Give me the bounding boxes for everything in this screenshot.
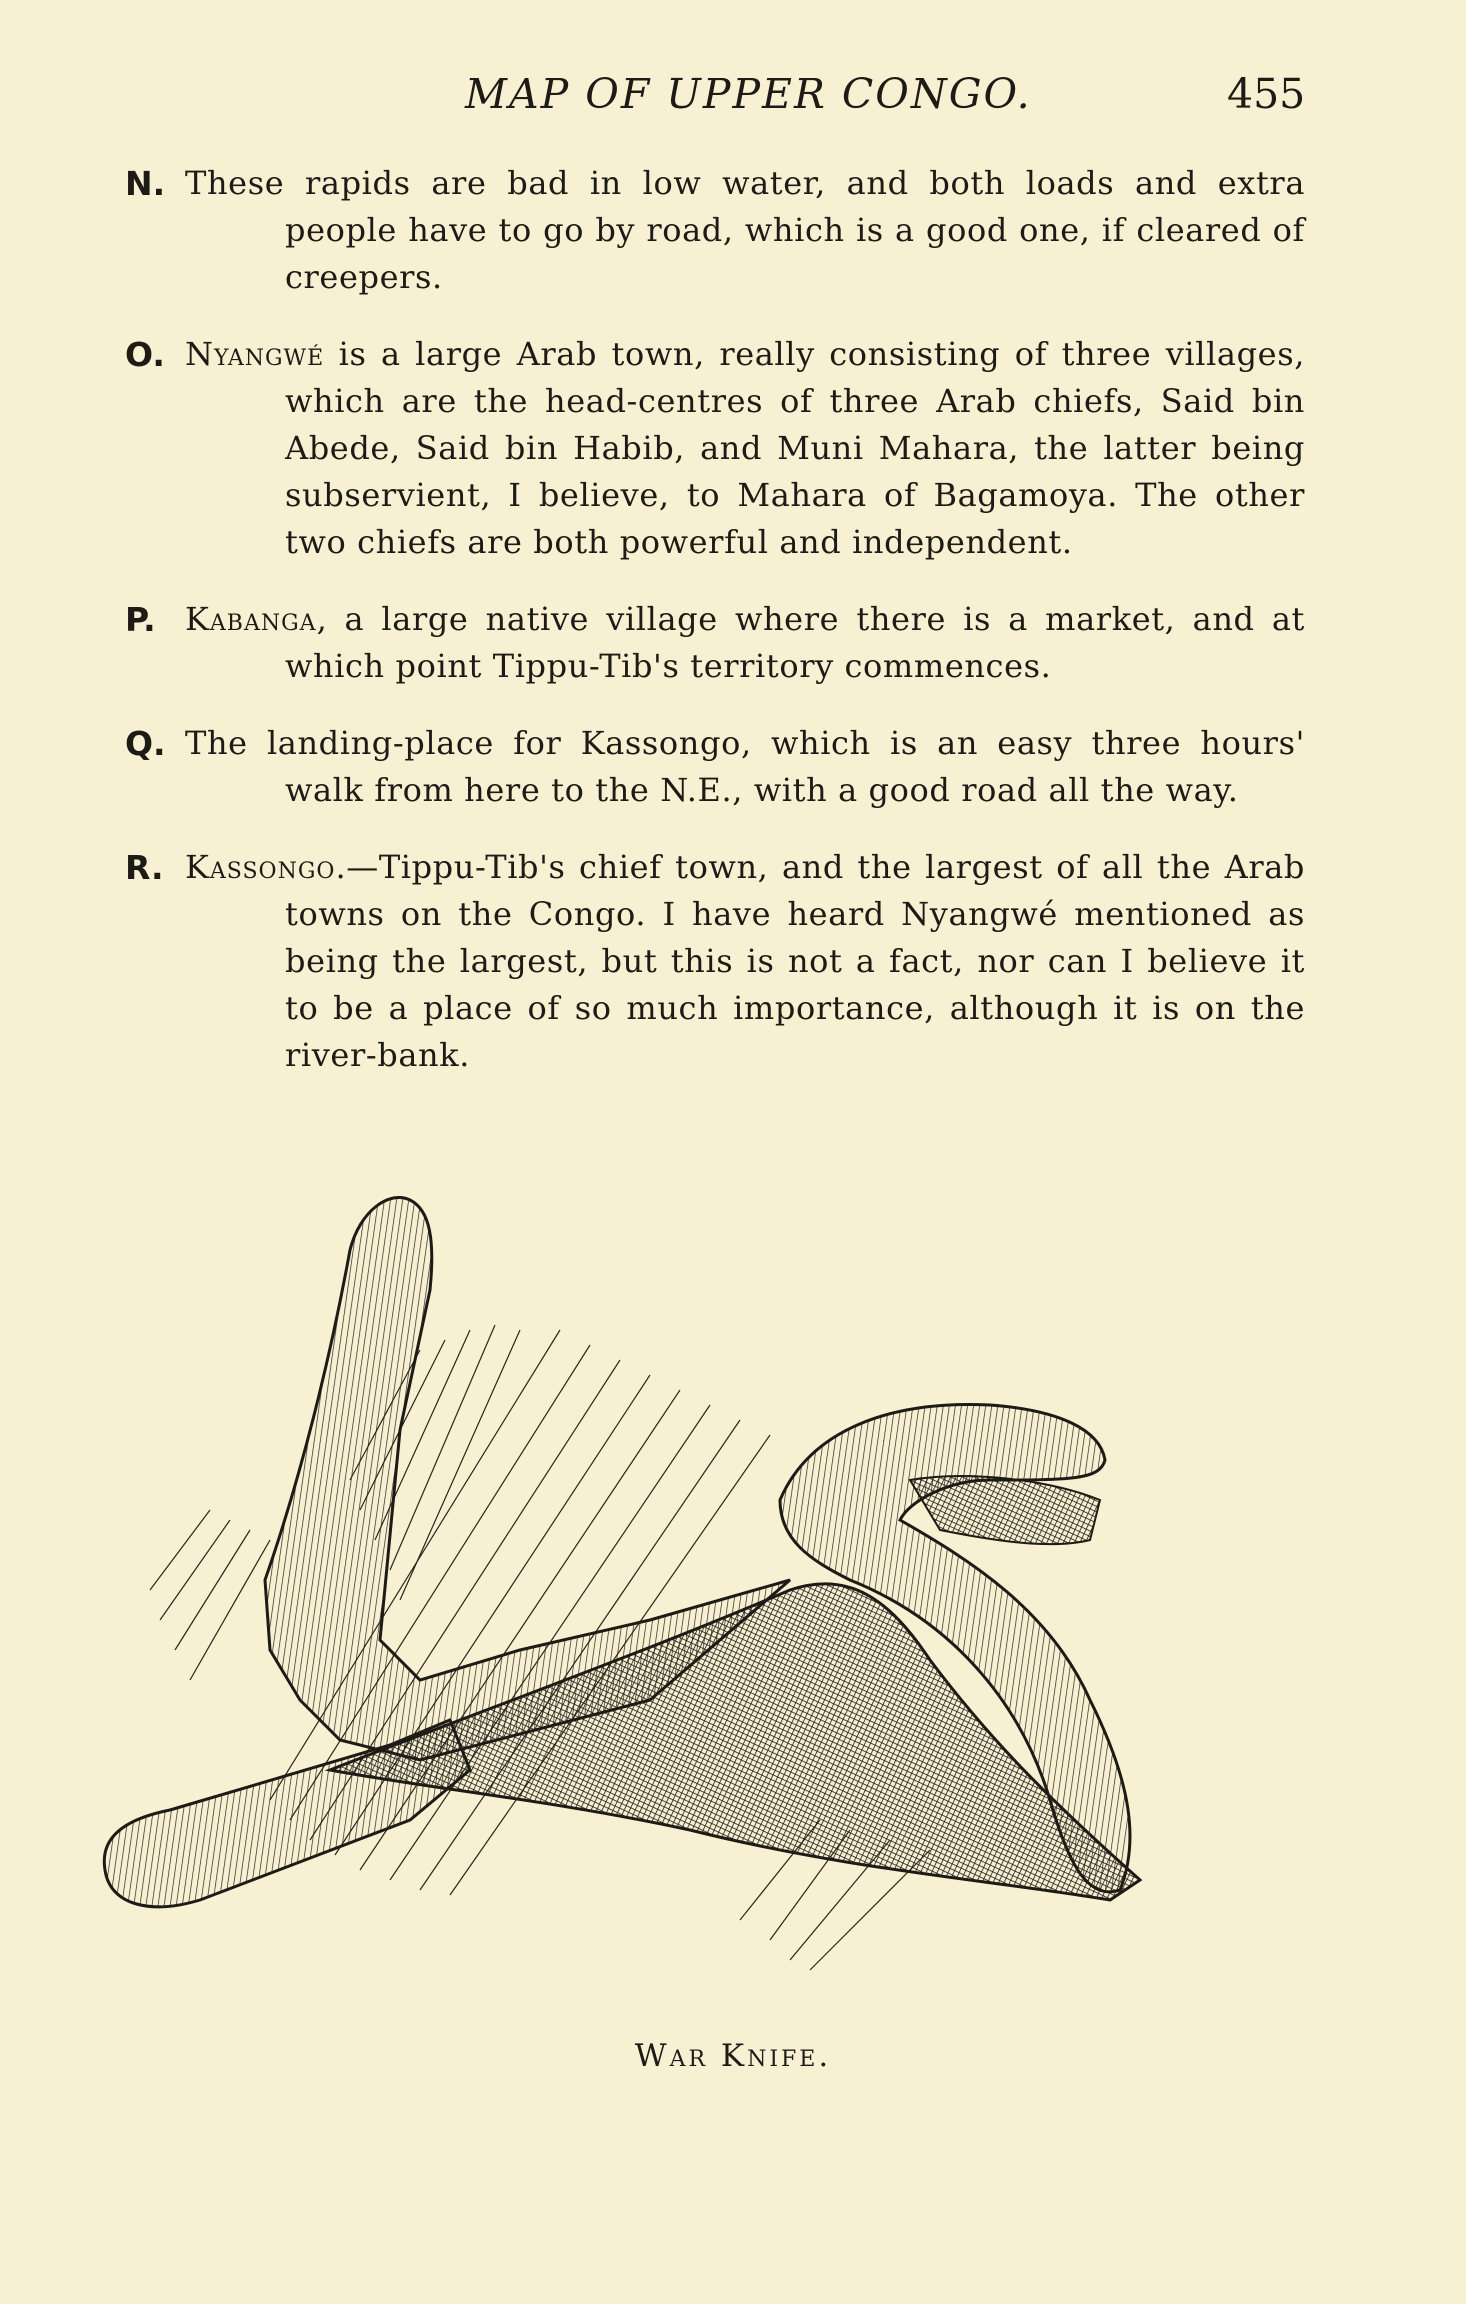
entry-letter: R. bbox=[125, 848, 164, 887]
entry-lead: Kabanga bbox=[185, 600, 317, 638]
entry-text bbox=[125, 160, 1305, 301]
entry-body: The landing-place for Kassongo, which is an easy three hours' walk from here to the N.E., with a good road all the way. bbox=[185, 724, 1305, 809]
page-header bbox=[0, 70, 1466, 130]
running-title: MAP OF UPPER CONGO. bbox=[465, 70, 1032, 118]
entry-text bbox=[125, 844, 1305, 1079]
entry-letter: Q. bbox=[125, 724, 166, 763]
entry-p bbox=[125, 596, 1305, 690]
entry-text bbox=[125, 596, 1305, 690]
entry-body: , a large native village where there is a market, and at which point Tippu-Tib's territory commences. bbox=[285, 600, 1305, 685]
entry-q bbox=[125, 720, 1305, 814]
entry-letter: N. bbox=[125, 164, 166, 203]
map-key-entries bbox=[125, 160, 1305, 1109]
entry-lead: Nyangwé bbox=[185, 335, 325, 373]
entry-lead: Kassongo bbox=[185, 848, 336, 886]
entry-text bbox=[125, 331, 1305, 566]
entry-body: These rapids are bad in low water, and both loads and extra people have to go by road, which is a good one, if cleared of creepers. bbox=[185, 164, 1305, 296]
entry-body: is a large Arab town, really consisting of three villages, which are the head-centres of three Arab chiefs, Said bin Abede, Said bin Habib, and Muni Mahara, the latter being subservient, I believe, to Mahara of Bagamoya. The other two chiefs are both powerful and independent. bbox=[285, 335, 1305, 561]
entry-r bbox=[125, 844, 1305, 1079]
entry-letter: O. bbox=[125, 335, 165, 374]
page-number: 455 bbox=[1227, 70, 1306, 118]
entry-body: .—Tippu-Tib's chief town, and the largest of all the Arab towns on the Congo. I have heard Nyangwé mentioned as being the largest, but this is not a fact, nor can I believe it to be a place of so much importance, although it is on the river-bank. bbox=[285, 848, 1305, 1074]
figure-caption: War Knife. bbox=[634, 2038, 832, 2074]
blade-collar bbox=[910, 1476, 1100, 1544]
entry-text bbox=[125, 720, 1305, 814]
entry-n bbox=[125, 160, 1305, 301]
entry-o bbox=[125, 331, 1305, 566]
entry-letter: P. bbox=[125, 600, 156, 639]
war-knife-illustration bbox=[90, 1180, 1350, 1990]
